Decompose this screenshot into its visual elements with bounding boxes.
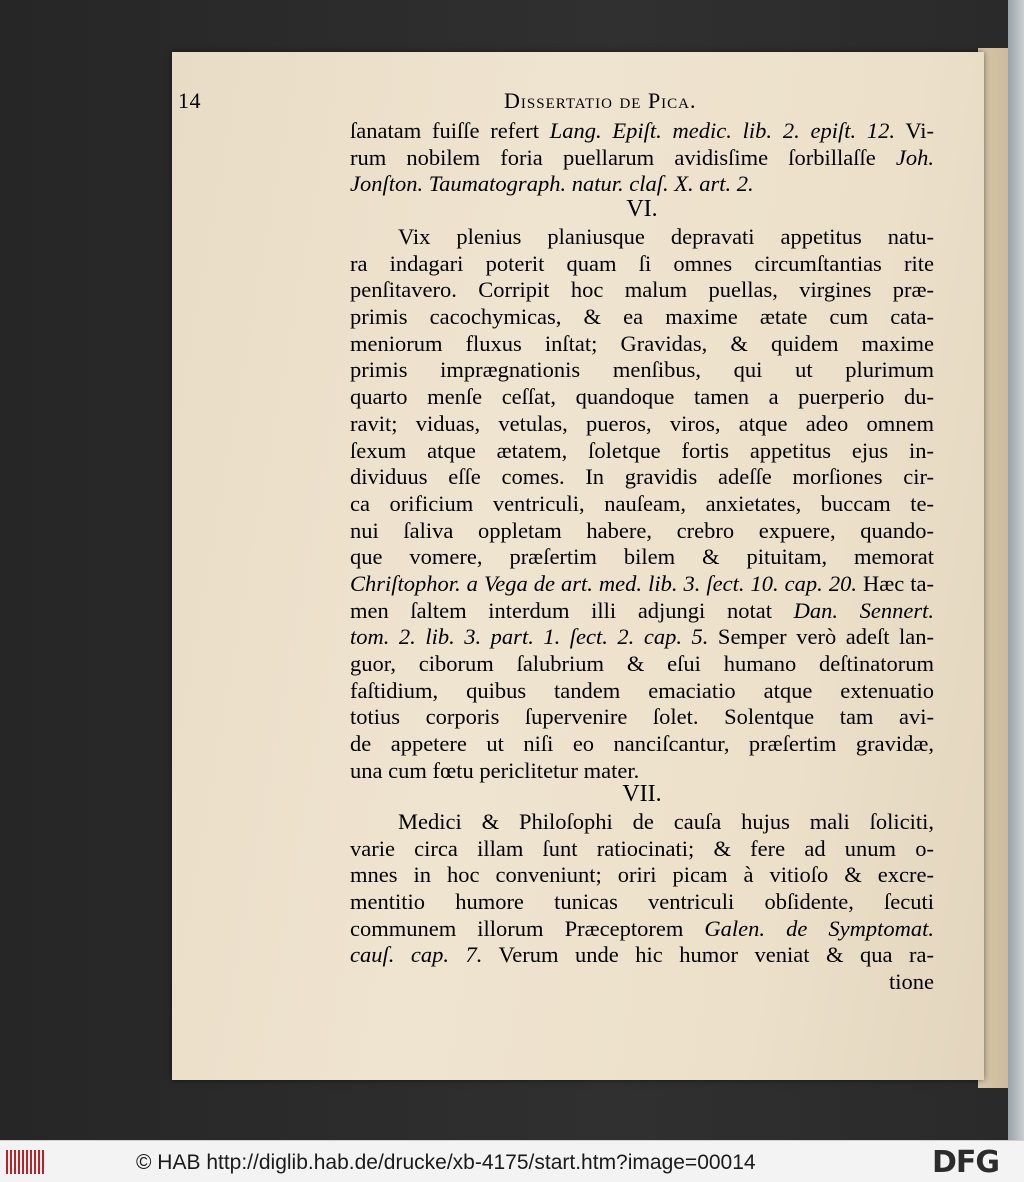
page-number: 14	[178, 88, 201, 113]
footer-bar	[0, 1140, 1024, 1182]
library-barcode-icon	[6, 1150, 46, 1174]
section-number-vi: VI.	[626, 196, 658, 222]
section-vii-text	[350, 809, 934, 996]
text-line: Medici & Philoſophi de cauſa hujus mali ſoliciti,	[398, 809, 934, 834]
text-line: faſtidium, quibus tandem emaciatio atque extenuatio	[350, 677, 934, 703]
text-line: communem illorum Præceptorem Galen. de Symptomat.	[350, 915, 934, 941]
text-line: Vix plenius planiusque depravati appetitus natu-	[398, 224, 934, 249]
text-line: Chriſtophor. a Vega de art. med. lib. 3. ſect. 10. cap. 20. Hæc ta-	[350, 570, 934, 596]
dfg-logo: DFG	[932, 1145, 1000, 1180]
source-credit: © HAB http://diglib.hab.de/drucke/xb-4175/start.htm?image=00014	[136, 1151, 756, 1174]
text-line: tom. 2. lib. 3. part. 1. ſect. 2. cap. 5. Semper verò adeſt lan-	[350, 624, 934, 650]
text-line: quarto menſe ceſſat, quandoque tamen a puerperio du-	[350, 384, 934, 410]
text-line: ſanatam fuiſſe refert Lang. Epiſt. medic. lib. 2. epiſt. 12. Vi-	[350, 118, 934, 143]
text-line: totius corporis ſupervenire ſolet. Solentque tam avi-	[350, 704, 934, 730]
text-line: mnes in hoc conveniunt; oriri picam à vitioſo & excre-	[350, 862, 934, 888]
text-line: primis imprægnationis menſibus, qui ut plurimum	[350, 357, 934, 383]
text-line: nui ſaliva oppletam habere, crebro expuere, quando-	[350, 517, 934, 543]
text-line: Jonſton. Taumatograph. natur. claſ. X. art. 2.	[350, 171, 754, 197]
text-line: que vomere, præſertim bilem & pituitam, memorat	[350, 544, 934, 570]
text-line: cauſ. cap. 7. Verum unde hic humor veniat & qua ra-	[350, 942, 934, 968]
text-line: tione	[889, 969, 934, 995]
running-title: Dissertatio de Pica.	[504, 88, 697, 113]
text-line: ra indagari poterit quam ſi omnes circumſtantias rite	[350, 250, 934, 276]
text-line: ſexum atque ætatem, ſoletque fortis appetitus ejus in-	[350, 437, 934, 463]
text-line: de appetere ut niſi eo nanciſcantur, præſertim gravidæ,	[350, 731, 934, 757]
text-line: dividuus eſſe comes. In gravidis adeſſe morſiones cir-	[350, 464, 934, 490]
text-line: penſitavero. Corripit hoc malum puellas, virgines præ-	[350, 277, 934, 303]
text-line: ravit; viduas, vetulas, pueros, viros, atque adeo omnem	[350, 410, 934, 436]
text-line: varie circa illam ſunt ratiocinati; & fere ad unum o-	[350, 835, 934, 861]
text-line: men ſaltem interdum illi adjungi notat Dan. Sennert.	[350, 597, 934, 623]
section-number-vii: VII.	[622, 781, 662, 807]
intro-paragraph	[350, 118, 934, 198]
text-line: primis cacochymicas, & ea maxime ætate cum cata-	[350, 304, 934, 330]
text-line: ca orificium ventriculi, nauſeam, anxietates, buccam te-	[350, 490, 934, 516]
text-line: guor, ciborum ſalubrium & eſui humano deſtinatorum	[350, 651, 934, 676]
text-line: una cum fœtu periclitetur mater.	[350, 757, 640, 783]
running-header	[178, 88, 938, 120]
section-vi-text	[350, 224, 934, 784]
text-line: meniorum fluxus inſtat; Gravidas, & quidem maxime	[350, 330, 934, 356]
text-line: mentitio humore tunicas ventriculi obſidente, ſecuti	[350, 889, 934, 915]
text-line: rum nobilem foria puellarum avidisſime ſorbillaſſe Joh.	[350, 144, 934, 170]
scanner-edge	[1008, 0, 1024, 1140]
